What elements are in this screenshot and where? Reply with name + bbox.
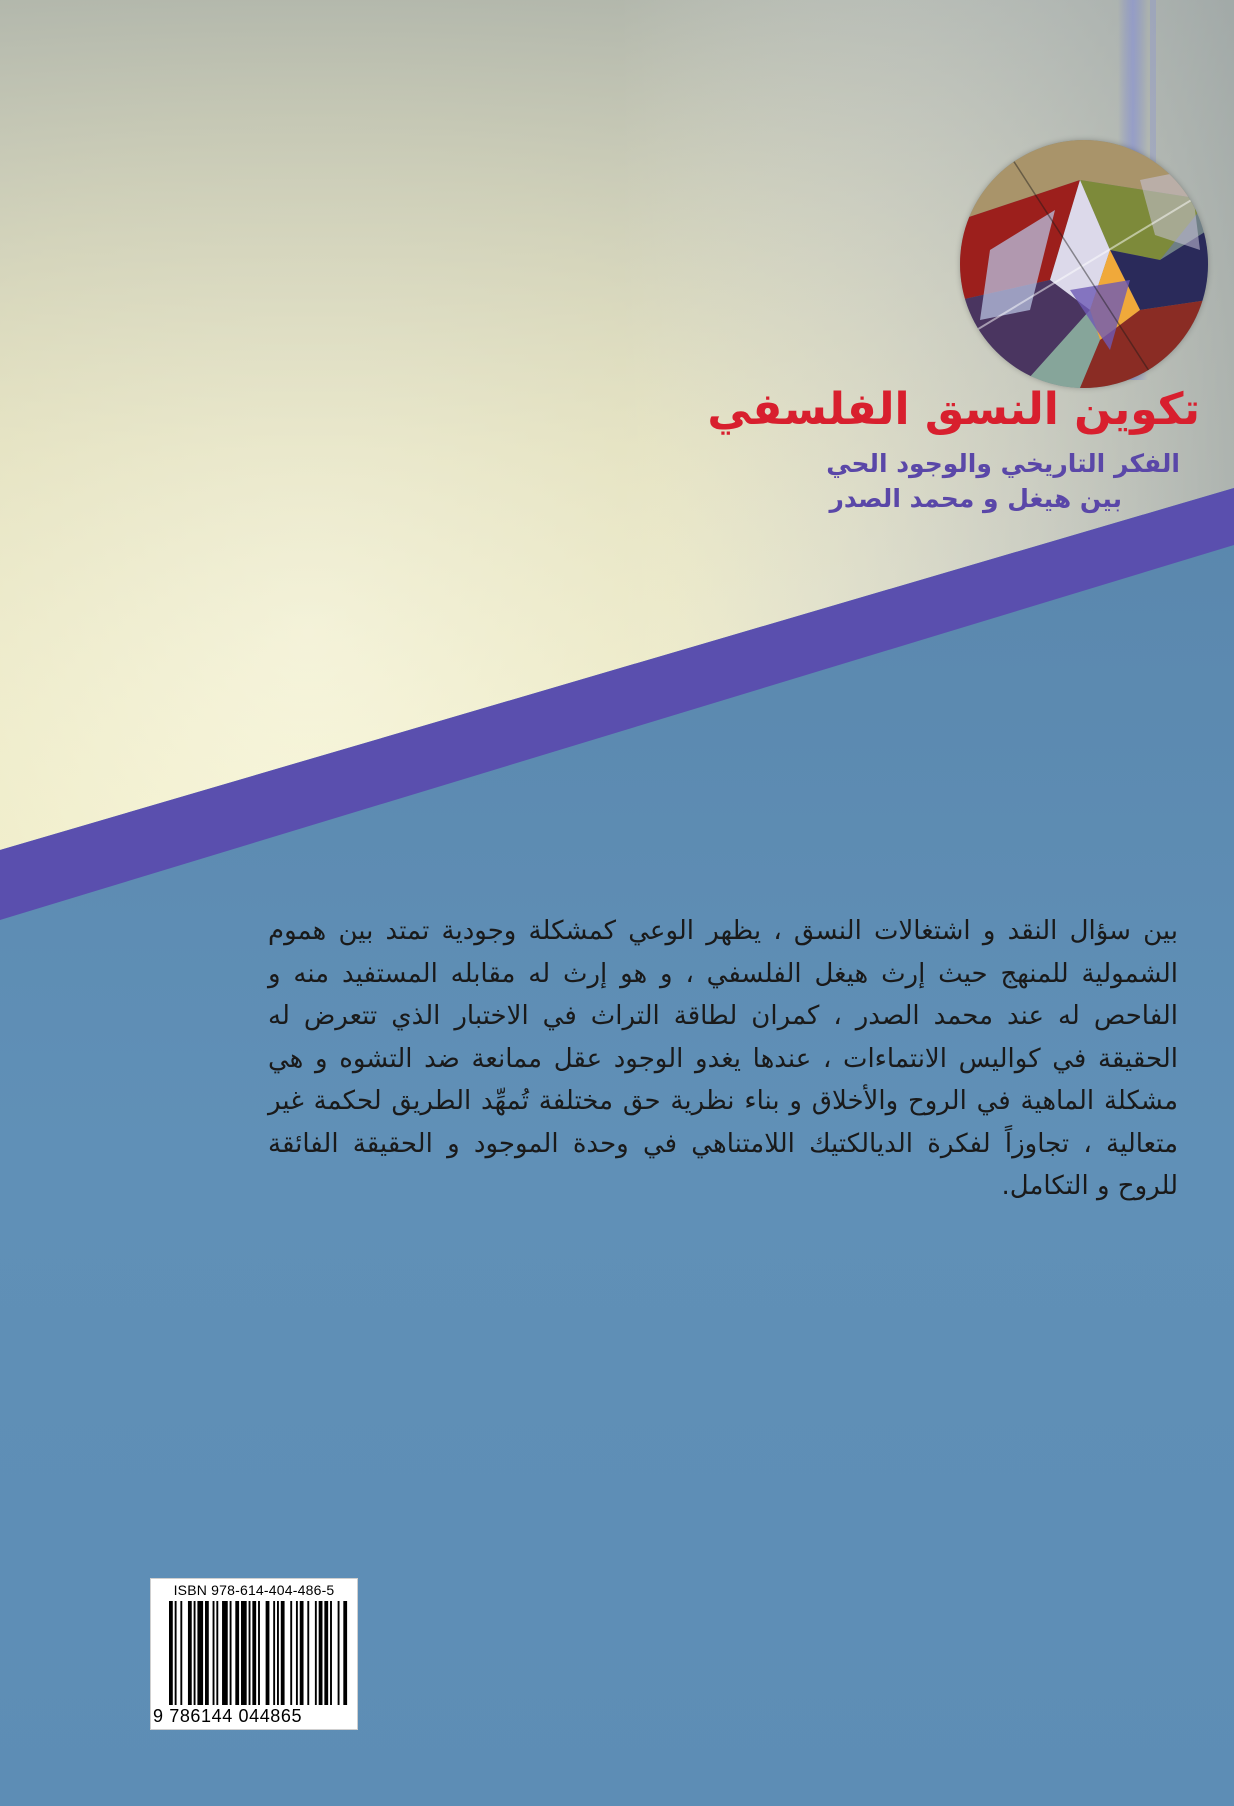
isbn-label: ISBN 978-614-404-486-5: [173, 1582, 335, 1598]
blurb-paragraph: بين سؤال النقد و اشتغالات النسق ، يظهر الوعي كمشكلة وجودية تمتد بين هموم الشمولية للمنهج حيث إرث هيغل الفلسفي ، و هو إرث له مقابله المستفيد منه و الفاحص له عند محمد الصدر ، كمران لطاقة التراث في الاختبار الذي تتعرض له الحقيقة في كواليس الانتماءات ، عندها يغدو الوجود عقل ممانعة ضد التشوه و هي مشكلة الماهية في الروح والأخلاق و بناء نظرية حق مختلفة تُمهِّد الطريق لحكمة غير متعالية ، تجاوزاً لفكرة الديالكتيك اللامتناهي في وحدة الموجود و الحقيقة الفائقة للروح و التكامل.: [268, 916, 1178, 1201]
barcode-bar: [277, 1601, 279, 1705]
barcode-bar: [249, 1601, 251, 1705]
barcode-bar: [235, 1601, 239, 1705]
barcode-bar: [175, 1601, 177, 1705]
abstract-art-emblem: [960, 140, 1208, 388]
barcode-bar: [266, 1601, 270, 1705]
barcode-bar: [338, 1601, 340, 1705]
isbn-barcode: [150, 1578, 358, 1730]
barcode-bar: [213, 1601, 215, 1705]
barcode-bar: [241, 1601, 247, 1705]
barcode-digits: 9 786144 044865: [153, 1706, 303, 1726]
barcode-bar: [296, 1601, 298, 1705]
barcode-bar: [343, 1601, 347, 1705]
barcode-bar: [188, 1601, 192, 1705]
barcode-bar: [290, 1601, 292, 1705]
book-subtitle-line-2: بين هيغل و محمد الصدر: [829, 484, 1122, 513]
barcode-bar: [169, 1601, 173, 1705]
barcode-bar: [180, 1601, 182, 1705]
barcode-bar: [324, 1601, 328, 1705]
barcode-bar: [273, 1601, 275, 1705]
barcode-bar: [281, 1601, 285, 1705]
barcode-bar: [252, 1601, 256, 1705]
barcode-bar: [300, 1601, 304, 1705]
barcode-bar: [315, 1601, 317, 1705]
book-title: تكوين النسق الفلسفي: [707, 384, 1200, 435]
barcode-bar: [205, 1601, 209, 1705]
book-subtitle-line-1: الفكر التاريخي والوجود الحي: [826, 449, 1180, 478]
barcode-bar: [230, 1601, 232, 1705]
barcode-bar: [319, 1601, 323, 1705]
barcode-bar: [222, 1601, 228, 1705]
barcode-bars: [169, 1601, 349, 1705]
barcode-bar: [330, 1601, 332, 1705]
barcode-bar: [197, 1601, 203, 1705]
barcode-bar: [258, 1601, 260, 1705]
back-cover-blurb: [268, 910, 1178, 1208]
barcode-bar: [307, 1601, 309, 1705]
barcode-bar: [216, 1601, 218, 1705]
barcode-bar: [194, 1601, 196, 1705]
